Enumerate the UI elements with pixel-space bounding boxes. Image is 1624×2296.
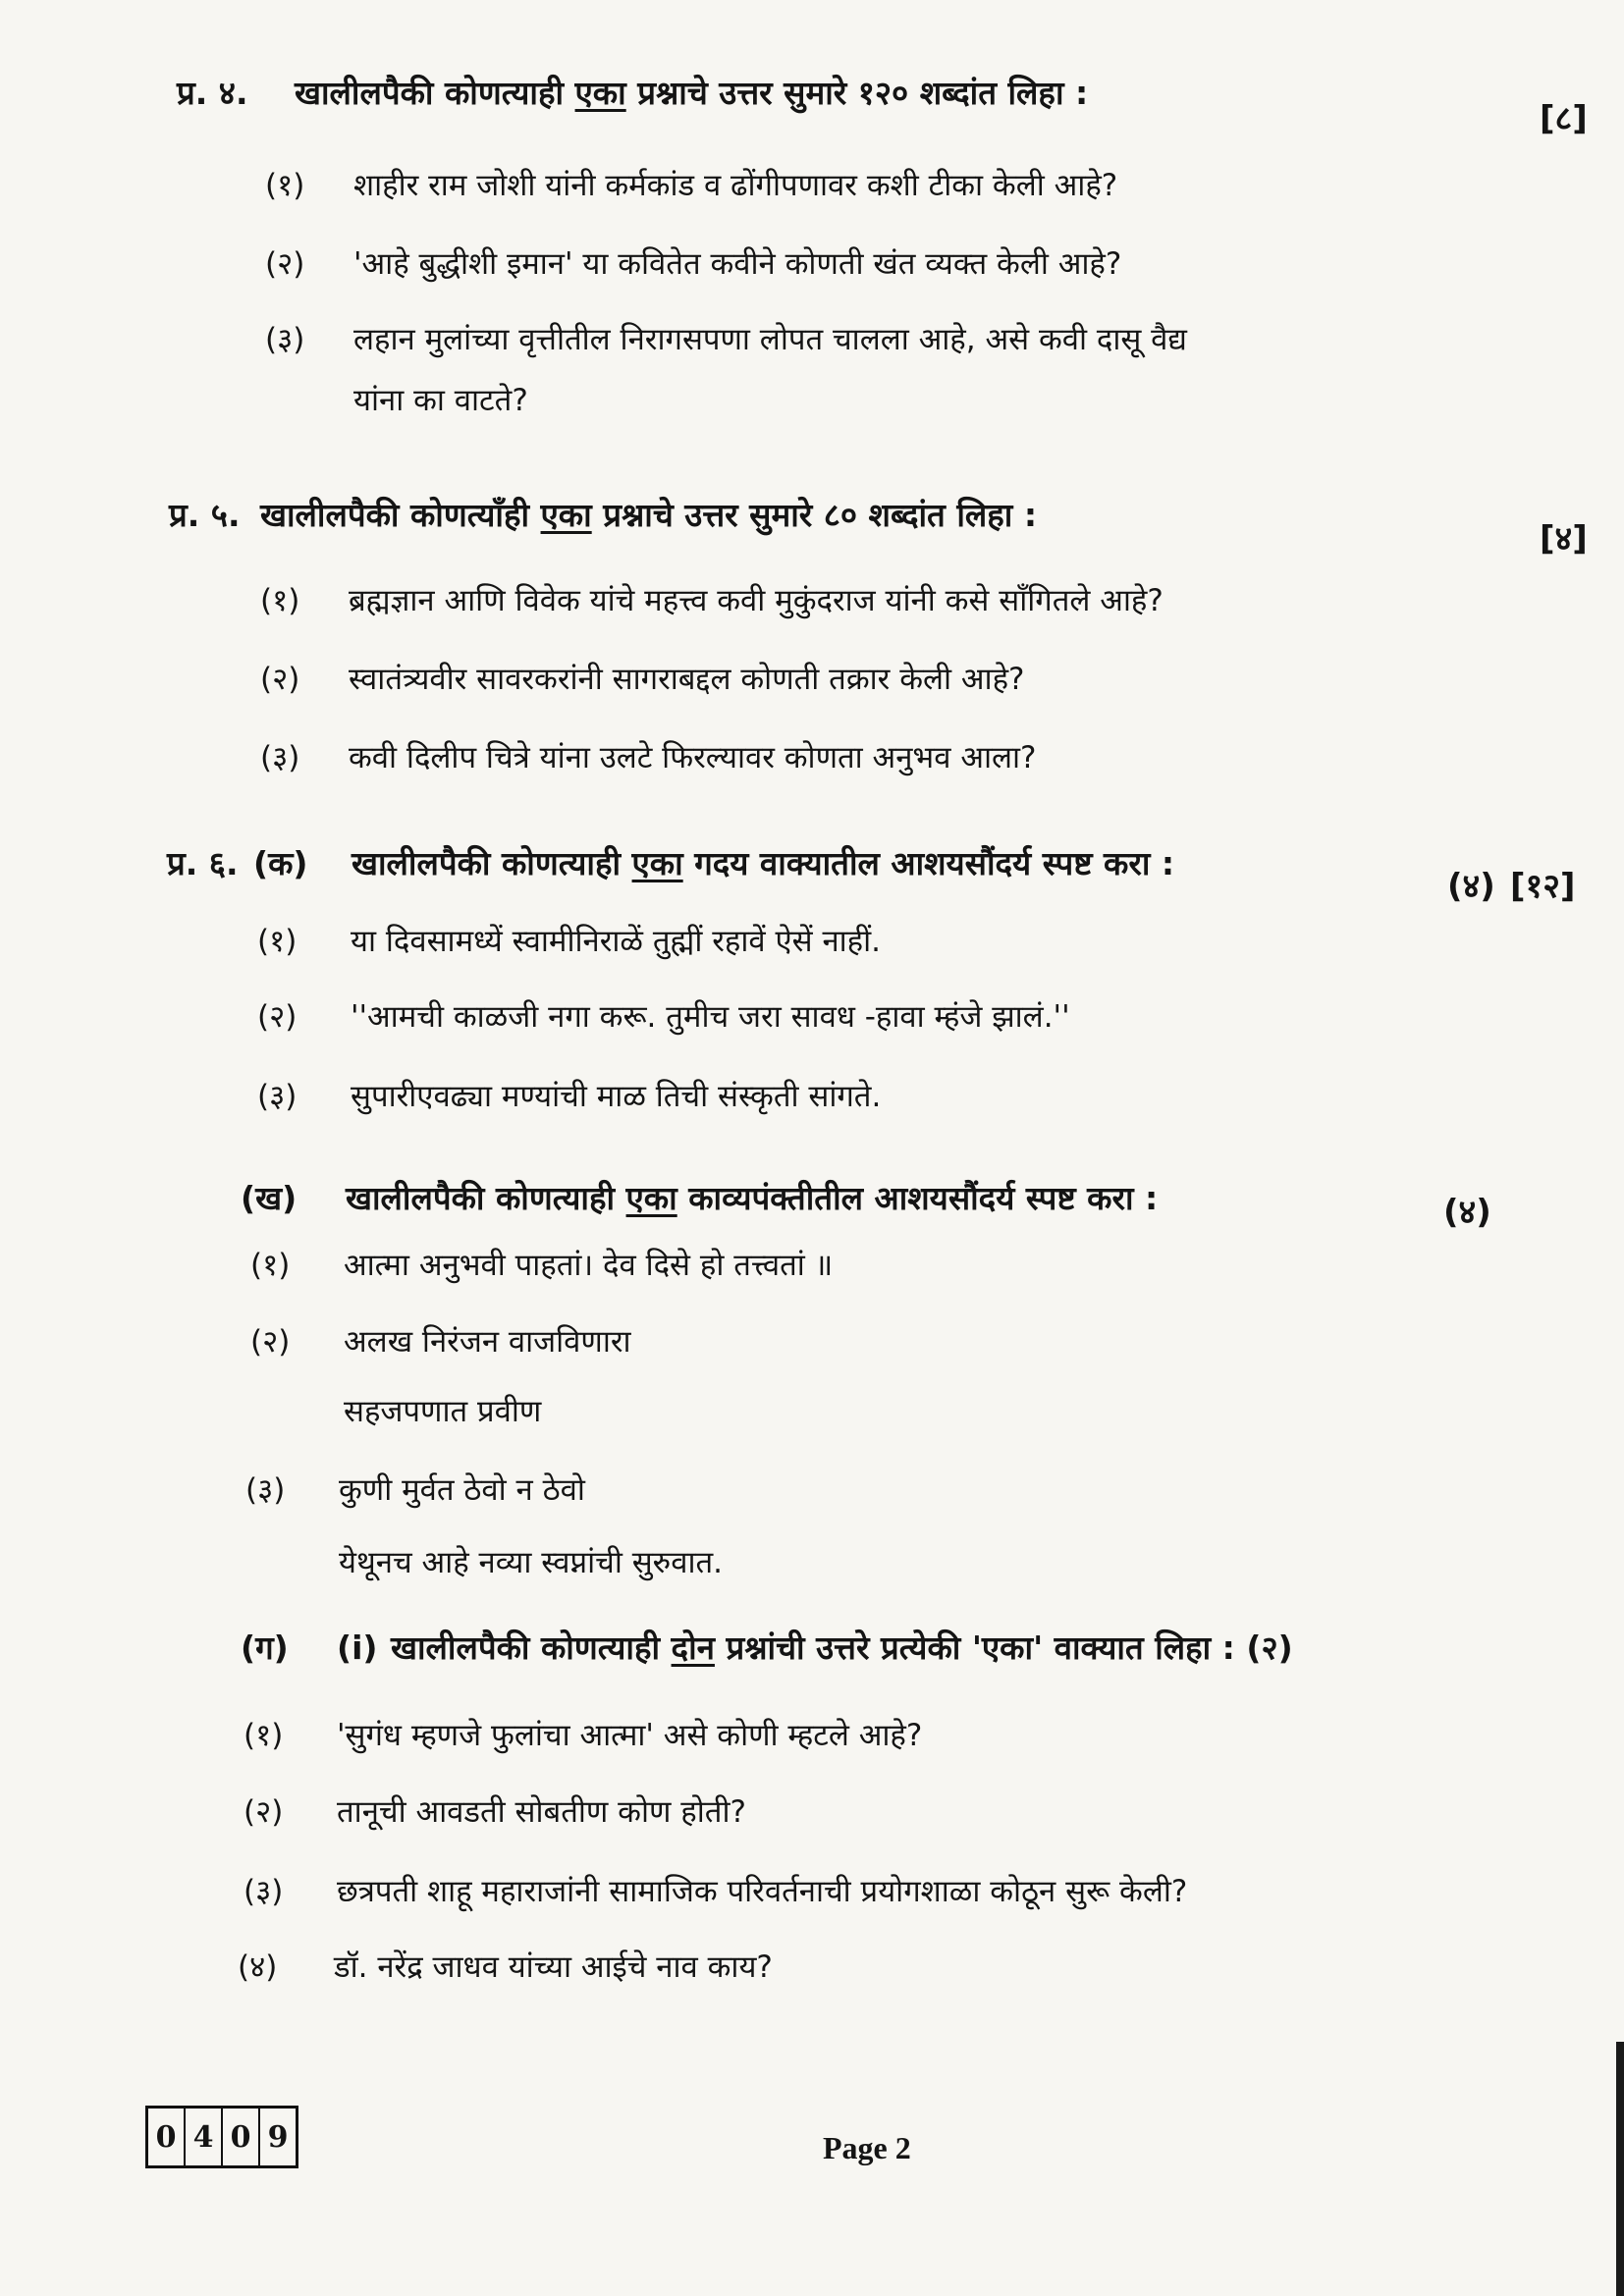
q4-marks: [८]: [1540, 99, 1588, 138]
q6-kha-item-2-cont: सहजपणात प्रवीण: [344, 1394, 542, 1429]
q6-ka-marks: (४): [1447, 867, 1495, 906]
code-digit: 9: [267, 2119, 289, 2155]
q6-ka-emphasis: एका: [631, 844, 683, 882]
code-digit: 0: [148, 2109, 186, 2165]
q6-ga-roman: (i): [337, 1629, 378, 1667]
q6-ga-instruction: खालीलपैकी कोणत्याही दोन प्रश्नांची उत्तरे प्रत्येकी 'एका' वाक्यात लिहा : (२): [391, 1629, 1293, 1667]
q6-kha-marks: (४): [1443, 1193, 1491, 1232]
exam-page: प्र. ४. खालीलपैकी कोणत्याही एका प्रश्नाचे उत्तर सुमारे १२० शब्दांत लिहा : [८] (१) शाहीर राम जोशी यांनी कर्मकांड व ढोंगीपणावर कशी टीका केली आहे? (२) 'आहे बुद्धीशी इमान' या कवितेत कवीने कोणती खंत व्यक्त केली आहे? (३) लहान मुलांच्या वृत्तीतील निरागसपणा लोपत चालला आहे, असे कवी दासू वैद्य यांना का वाटते? प्र. ५. खालीलपैकी कोणत्याँही एका प्रश्नाचे उत्तर सुमारे ८० शब्दांत लिहा : [४] (१) ब्रह्मज्ञान आणि विवेक यांचे महत्त्व कवी मुकुंदराज यांनी कसे साँगितले आहे? (२) स्वातंत्र्यवीर सावरकरांनी सागराबद्दल कोणती तक्रार केली आहे? (३) कवी दिलीप चित्रे यांना उलटे फिरल्यावर कोणता अनुभव आला? प्र. ६. (क) खालीलपैकी कोणत्याही एका गदय वाक्यातील आशयसौंदर्य स्पष्ट करा : (४) [१२] (१) या दिवसामध्यें स्वामीनिराळें तुह्मीं रहावें ऐसें नाहीं. (२) ''आमची काळजी नगा करू. तुमीच जरा सावध -हावा म्हंजे झालं.'' (३) सुपारीएवढ्या मण्यांची माळ तिची संस्कृती सांगते. (ख) खालीलपैकी कोणत्याही एका काव्यपंक्तीतील आशयसौंदर्य स्पष्ट करा : (४) (१) आत्मा अनुभवी पाहतां। देव दिसे हो तत्त्वतां ॥ (२) अलख निरंजन वाजविणारा सहजपणात प्रवीण (३) कुणी मुर्वत ठेवो न ठेवो येथूनच आहे नव्या स्वप्नांची सुरुवात. (ग) (i) खालीलपैकी कोणत्याही दोन प्रश्नांची उत्तरे प्रत्येकी 'एका' वाक्यात लिहा : (२) (१) 'सुगंध म्हणजे फुलांचा आत्मा' असे कोणी म्हटले आहे? (२) तानूची आवडती सोबतीण कोण होती? (३) छत्रपती शाहू महाराजांनी सामाजिक परिवर्तनाची प्रयोगशाळा कोठून सुरू केली? (४) डॉ. नरेंद्र जाधव यांच्या आईचे नाव काय? 0 4 0 9 Page 2: [0, 0, 1624, 2296]
q6-ga-marks: (२): [1246, 1629, 1293, 1667]
q4-instruction: खालीलपैकी कोणत्याही एका प्रश्नाचे उत्तर सुमारे १२० शब्दांत लिहा :: [295, 74, 1089, 112]
q6-kha-instruction: खालीलपैकी कोणत्याही एका काव्यपंक्तीतील आशयसौंदर्य स्पष्ट करा :: [346, 1179, 1159, 1217]
q6-kha-emphasis: एका: [625, 1179, 677, 1217]
q4-number: प्र. ४.: [177, 74, 248, 112]
q6-ka-instruction: खालीलपैकी कोणत्याही एका गदय वाक्यातील आशयसौंदर्य स्पष्ट करा :: [352, 844, 1175, 882]
page-number: Page 2: [823, 2130, 911, 2165]
q6-kha-item-3-cont: येथूनच आहे नव्या स्वप्नांची सुरुवात.: [339, 1545, 724, 1580]
q6-kha-label: (ख): [241, 1179, 298, 1217]
q6-ga-label: (ग): [241, 1629, 289, 1667]
scan-edge: [1616, 2042, 1624, 2296]
q5-number: प्र. ५.: [169, 496, 241, 534]
q5-instruction: खालीलपैकी कोणत्याँही एका प्रश्नाचे उत्तर सुमारे ८० शब्दांत लिहा :: [260, 496, 1038, 534]
q6-ga-emphasis: दोन: [671, 1629, 715, 1667]
q6-ka-label: (क): [253, 844, 308, 882]
q4-emphasis: एका: [574, 74, 626, 112]
q4-item-3-cont: यांना का वाटते?: [353, 383, 528, 418]
q5-emphasis: एका: [540, 496, 592, 534]
code-digit: 4: [186, 2109, 223, 2165]
q5-marks: [४]: [1540, 519, 1588, 559]
code-digit: 0: [223, 2109, 260, 2165]
q6-number: प्र. ६.: [167, 844, 239, 882]
paper-code-box: [145, 2106, 298, 2168]
q6-total-marks: [१२]: [1510, 867, 1576, 906]
